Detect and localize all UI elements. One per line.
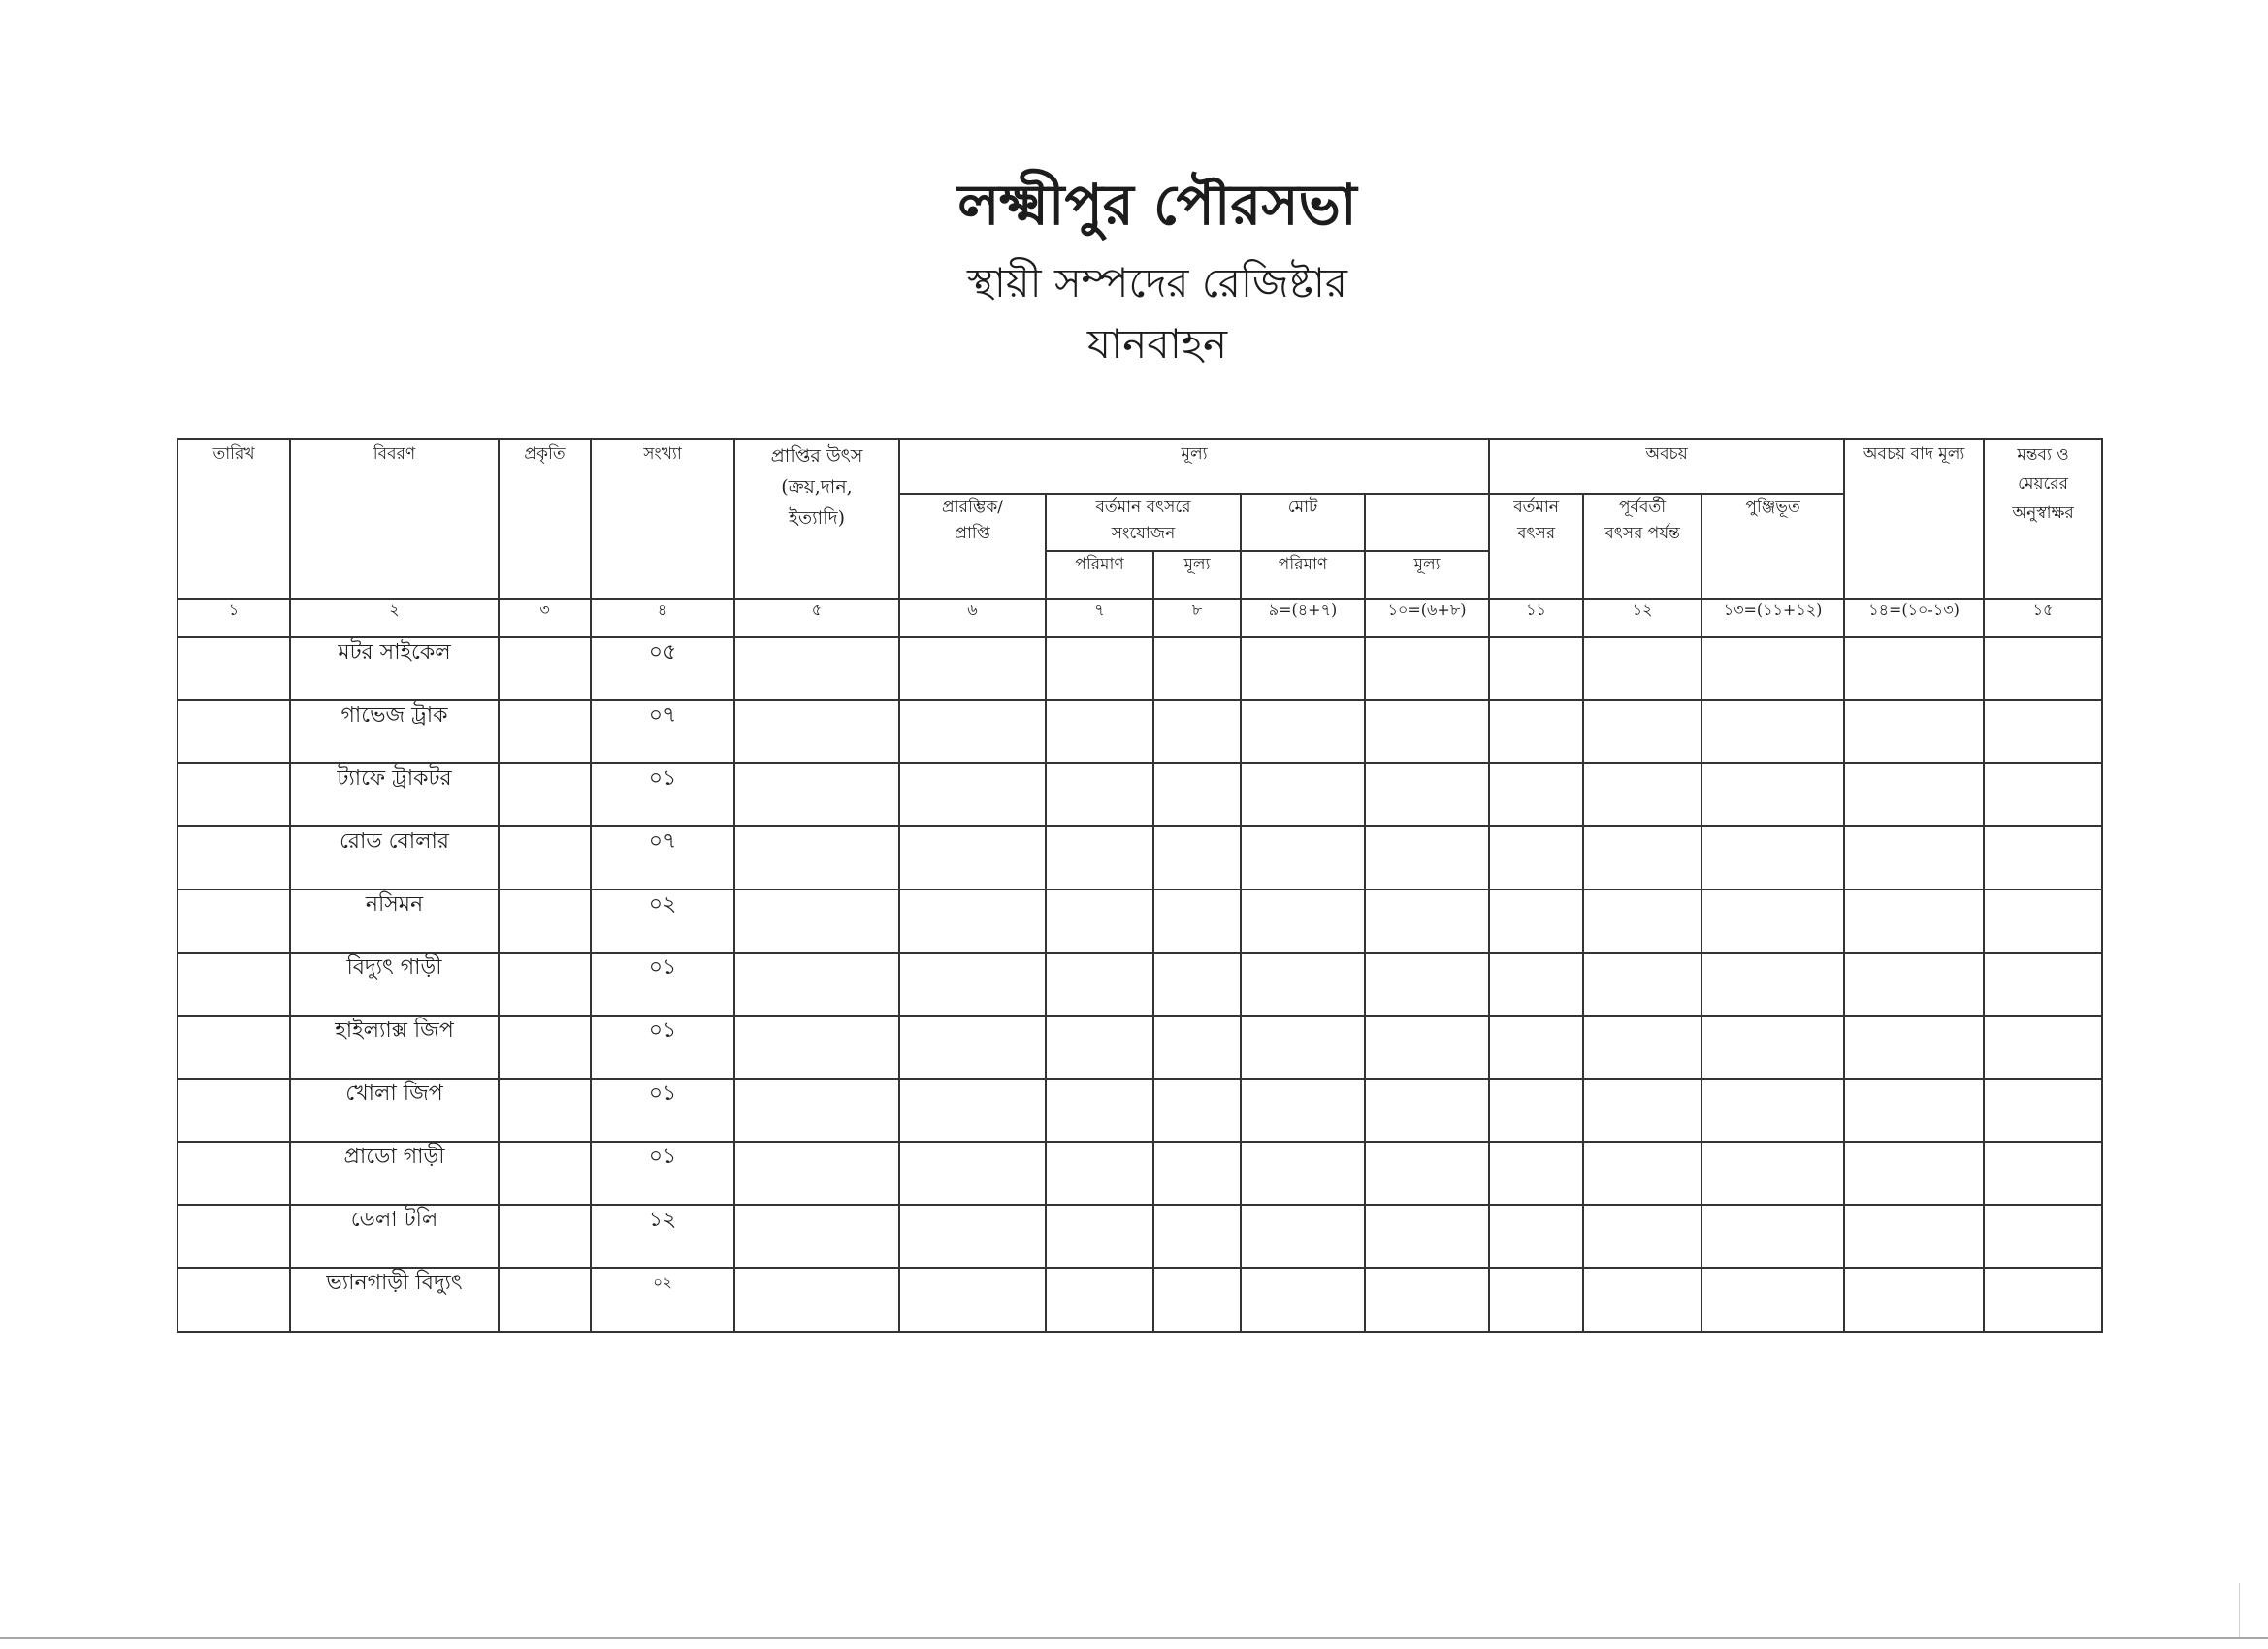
header-line: বর্তমান: [1513, 498, 1559, 517]
cell-initial-value: [899, 1079, 1046, 1142]
cell-dep-cumulative: [1701, 953, 1844, 1016]
cell-remarks: [1984, 953, 2102, 1016]
cell-dep-previous-years: [1583, 1205, 1701, 1268]
cell-quantity: ০২: [591, 1268, 734, 1332]
cell-acquisition-source: [734, 637, 899, 700]
cell-quantity: ১২: [591, 1205, 734, 1268]
cell-initial-value: [899, 1205, 1046, 1268]
cell-value-after-depreciation: [1844, 826, 1984, 889]
cell-total-value: [1365, 637, 1489, 700]
cell-dep-cumulative: [1701, 889, 1844, 953]
cell-nature: [499, 1268, 591, 1332]
cell-value-after-depreciation: [1844, 1205, 1984, 1268]
cell-dep-cumulative: [1701, 1016, 1844, 1079]
cell-remarks: [1984, 763, 2102, 826]
scan-edge-bottom-line: [0, 1637, 2268, 1639]
cell-dep-current-year: [1489, 953, 1583, 1016]
cell-value-after-depreciation: [1844, 637, 1984, 700]
cell-remarks: [1984, 1016, 2102, 1079]
table-header-row: [178, 439, 2102, 494]
header-line: প্রারম্ভিক/: [942, 498, 1003, 517]
table-row: [178, 1016, 2102, 1079]
cell-date: [178, 953, 290, 1016]
cell-remarks: [1984, 700, 2102, 763]
cell-acquisition-source: [734, 826, 899, 889]
cell-value-after-depreciation: [1844, 1016, 1984, 1079]
cell-description: ডেলা টলি: [290, 1205, 499, 1268]
column-number: ১০=(৬+৮): [1365, 599, 1489, 637]
cell-nature: [499, 700, 591, 763]
cell-dep-previous-years: [1583, 1142, 1701, 1205]
column-number: ১: [178, 599, 290, 637]
cell-acquisition-source: [734, 1079, 899, 1142]
cell-quantity: ০৭: [591, 700, 734, 763]
header-nature: প্রকৃতি: [499, 439, 591, 599]
header-line: প্রাপ্তির উৎস: [770, 445, 863, 467]
cell-description: গাভেজ ট্রাক: [290, 700, 499, 763]
cell-initial-value: [899, 953, 1046, 1016]
cell-remarks: [1984, 1205, 2102, 1268]
cell-value-after-depreciation: [1844, 953, 1984, 1016]
cell-addition-amount: [1046, 1205, 1153, 1268]
table-row: [178, 637, 2102, 700]
cell-total-value: [1365, 1079, 1489, 1142]
header-depreciation-group: অবচয়: [1489, 439, 1844, 494]
header-line: বর্তমান বৎসরে: [1095, 498, 1191, 517]
cell-nature: [499, 889, 591, 953]
cell-dep-previous-years: [1583, 1016, 1701, 1079]
cell-quantity: ০২: [591, 889, 734, 953]
scan-edge-right-line: [2239, 1583, 2240, 1637]
cell-initial-value: [899, 889, 1046, 953]
cell-nature: [499, 826, 591, 889]
header-addition-amount: পরিমাণ: [1046, 551, 1153, 599]
column-number: ৭: [1046, 599, 1153, 637]
cell-value-after-depreciation: [1844, 700, 1984, 763]
cell-addition-value: [1153, 826, 1241, 889]
cell-addition-amount: [1046, 1016, 1153, 1079]
cell-total-value: [1365, 1205, 1489, 1268]
cell-acquisition-source: [734, 700, 899, 763]
table-row: [178, 1268, 2102, 1332]
cell-value-after-depreciation: [1844, 763, 1984, 826]
header-line: পূর্ববর্তী: [1619, 498, 1667, 517]
header-total: মোট: [1241, 494, 1365, 551]
cell-dep-previous-years: [1583, 700, 1701, 763]
header-line: অনুস্বাক্ষর: [2012, 503, 2074, 523]
cell-description: বিদ্যুৎ গাড়ী: [290, 953, 499, 1016]
cell-dep-current-year: [1489, 889, 1583, 953]
header-value-after-depreciation: অবচয় বাদ মূল্য: [1844, 439, 1984, 599]
organization-name: লক্ষ্মীপুর পৌরসভা: [957, 172, 1357, 238]
table-row: [178, 826, 2102, 889]
cell-addition-value: [1153, 953, 1241, 1016]
header-line: মন্তব্য ও: [2017, 445, 2069, 465]
cell-date: [178, 1016, 290, 1079]
cell-total-amount: [1241, 763, 1365, 826]
header-addition-value: মূল্য: [1153, 551, 1241, 599]
header-line: ইত্যাদি): [789, 507, 845, 529]
cell-addition-amount: [1046, 889, 1153, 953]
cell-addition-amount: [1046, 763, 1153, 826]
table-row: [178, 1142, 2102, 1205]
cell-initial-value: [899, 1268, 1046, 1332]
cell-remarks: [1984, 1142, 2102, 1205]
cell-nature: [499, 1079, 591, 1142]
cell-date: [178, 889, 290, 953]
cell-total-amount: [1241, 1142, 1365, 1205]
header-remarks-signature: [1984, 439, 2102, 599]
cell-total-value: [1365, 953, 1489, 1016]
column-number: ৬: [899, 599, 1046, 637]
cell-nature: [499, 953, 591, 1016]
cell-description: ভ্যানগাড়ী বিদ্যুৎ: [290, 1268, 499, 1332]
cell-quantity: ০১: [591, 953, 734, 1016]
cell-dep-previous-years: [1583, 953, 1701, 1016]
cell-description: নসিমন: [290, 889, 499, 953]
cell-total-amount: [1241, 1205, 1365, 1268]
column-number: ৮: [1153, 599, 1241, 637]
cell-nature: [499, 1142, 591, 1205]
cell-acquisition-source: [734, 1142, 899, 1205]
cell-acquisition-source: [734, 1016, 899, 1079]
cell-date: [178, 1205, 290, 1268]
cell-dep-current-year: [1489, 1268, 1583, 1332]
cell-total-amount: [1241, 1268, 1365, 1332]
cell-addition-amount: [1046, 953, 1153, 1016]
cell-dep-previous-years: [1583, 763, 1701, 826]
cell-total-amount: [1241, 1016, 1365, 1079]
cell-quantity: ০৫: [591, 637, 734, 700]
cell-remarks: [1984, 1079, 2102, 1142]
cell-dep-cumulative: [1701, 826, 1844, 889]
cell-addition-value: [1153, 1205, 1241, 1268]
column-number: ২: [290, 599, 499, 637]
cell-addition-amount: [1046, 826, 1153, 889]
cell-dep-cumulative: [1701, 637, 1844, 700]
cell-addition-amount: [1046, 1079, 1153, 1142]
cell-value-after-depreciation: [1844, 889, 1984, 953]
cell-dep-current-year: [1489, 826, 1583, 889]
cell-acquisition-source: [734, 1268, 899, 1332]
header-line: মেয়রের: [2018, 474, 2068, 494]
asset-register-table: [177, 438, 2103, 1333]
table-row: [178, 889, 2102, 953]
header-line: (ক্রয়,দান,: [781, 476, 853, 498]
header-description: বিবরণ: [290, 439, 499, 599]
cell-total-amount: [1241, 1079, 1365, 1142]
cell-addition-value: [1153, 763, 1241, 826]
cell-initial-value: [899, 763, 1046, 826]
cell-remarks: [1984, 637, 2102, 700]
cell-dep-previous-years: [1583, 826, 1701, 889]
cell-addition-amount: [1046, 637, 1153, 700]
cell-dep-cumulative: [1701, 1205, 1844, 1268]
cell-initial-value: [899, 700, 1046, 763]
cell-nature: [499, 1016, 591, 1079]
header-line: বৎসর পর্যন্ত: [1604, 524, 1680, 543]
cell-acquisition-source: [734, 889, 899, 953]
header-line: বৎসর: [1516, 524, 1556, 543]
cell-initial-value: [899, 1016, 1046, 1079]
cell-initial-value: [899, 637, 1046, 700]
table-row: [178, 953, 2102, 1016]
cell-dep-previous-years: [1583, 1268, 1701, 1332]
cell-dep-cumulative: [1701, 1268, 1844, 1332]
cell-acquisition-source: [734, 763, 899, 826]
table-row: [178, 700, 2102, 763]
column-number: ৪: [591, 599, 734, 637]
cell-value-after-depreciation: [1844, 1079, 1984, 1142]
cell-description: ট্যাফে ট্রাকটর: [290, 763, 499, 826]
header-total-amount: পরিমাণ: [1241, 551, 1365, 599]
cell-total-amount: [1241, 826, 1365, 889]
table-row: [178, 763, 2102, 826]
cell-dep-previous-years: [1583, 889, 1701, 953]
cell-dep-cumulative: [1701, 763, 1844, 826]
cell-addition-value: [1153, 700, 1241, 763]
cell-total-value: [1365, 889, 1489, 953]
cell-dep-previous-years: [1583, 637, 1701, 700]
cell-dep-current-year: [1489, 1079, 1583, 1142]
cell-total-value: [1365, 1142, 1489, 1205]
cell-total-amount: [1241, 953, 1365, 1016]
header-dep-current-year: [1489, 494, 1583, 599]
cell-date: [178, 700, 290, 763]
table-row: [178, 1079, 2102, 1142]
cell-addition-amount: [1046, 700, 1153, 763]
cell-total-amount: [1241, 700, 1365, 763]
cell-quantity: ০৭: [591, 826, 734, 889]
header-line: সংযোজন: [1111, 524, 1176, 543]
cell-dep-current-year: [1489, 763, 1583, 826]
cell-addition-value: [1153, 637, 1241, 700]
column-number: ১১: [1489, 599, 1583, 637]
cell-remarks: [1984, 826, 2102, 889]
cell-date: [178, 637, 290, 700]
cell-total-value: [1365, 1016, 1489, 1079]
cell-value-after-depreciation: [1844, 1268, 1984, 1332]
cell-acquisition-source: [734, 953, 899, 1016]
header-line: প্রাপ্তি: [955, 524, 990, 543]
asset-category: যানবাহন: [1086, 320, 1228, 368]
cell-addition-amount: [1046, 1142, 1153, 1205]
cell-nature: [499, 637, 591, 700]
column-number: ৩: [499, 599, 591, 637]
cell-dep-current-year: [1489, 700, 1583, 763]
header-total-value: মূল্য: [1365, 551, 1489, 599]
table-row: [178, 1205, 2102, 1268]
header-total-blank: [1365, 494, 1489, 551]
cell-addition-value: [1153, 1079, 1241, 1142]
cell-date: [178, 826, 290, 889]
cell-quantity: ০১: [591, 1142, 734, 1205]
cell-date: [178, 1142, 290, 1205]
register-title: স্থায়ী সম্পদের রেজিষ্টার: [966, 259, 1348, 307]
cell-quantity: ০১: [591, 1079, 734, 1142]
cell-total-value: [1365, 763, 1489, 826]
column-number-row: [178, 599, 2102, 637]
cell-addition-value: [1153, 1142, 1241, 1205]
cell-quantity: ০১: [591, 763, 734, 826]
cell-date: [178, 1079, 290, 1142]
cell-description: প্রাডো গাড়ী: [290, 1142, 499, 1205]
header-quantity: সংখ্যা: [591, 439, 734, 599]
cell-addition-value: [1153, 1016, 1241, 1079]
cell-value-after-depreciation: [1844, 1142, 1984, 1205]
cell-total-amount: [1241, 637, 1365, 700]
cell-total-value: [1365, 826, 1489, 889]
column-number: ১৫: [1984, 599, 2102, 637]
cell-dep-previous-years: [1583, 1079, 1701, 1142]
cell-dep-cumulative: [1701, 1142, 1844, 1205]
cell-description: রোড বোলার: [290, 826, 499, 889]
cell-date: [178, 1268, 290, 1332]
cell-acquisition-source: [734, 1205, 899, 1268]
cell-dep-current-year: [1489, 1142, 1583, 1205]
cell-dep-cumulative: [1701, 700, 1844, 763]
column-number: ১৩=(১১+১২): [1701, 599, 1844, 637]
cell-addition-value: [1153, 889, 1241, 953]
cell-initial-value: [899, 826, 1046, 889]
cell-addition-value: [1153, 1268, 1241, 1332]
cell-nature: [499, 1205, 591, 1268]
cell-description: হাইল্যাক্স জিপ: [290, 1016, 499, 1079]
cell-nature: [499, 763, 591, 826]
header-date: তারিখ: [178, 439, 290, 599]
header-acquisition-source: [734, 439, 899, 599]
cell-dep-cumulative: [1701, 1079, 1844, 1142]
header-current-year-addition: [1046, 494, 1241, 551]
cell-description: খোলা জিপ: [290, 1079, 499, 1142]
column-number: ৯=(৪+৭): [1241, 599, 1365, 637]
cell-remarks: [1984, 889, 2102, 953]
column-number: ৫: [734, 599, 899, 637]
header-initial-acquisition: [899, 494, 1046, 599]
cell-dep-current-year: [1489, 1016, 1583, 1079]
header-dep-previous-years: [1583, 494, 1701, 599]
header-value-group: মূল্য: [899, 439, 1489, 494]
cell-quantity: ০১: [591, 1016, 734, 1079]
cell-initial-value: [899, 1142, 1046, 1205]
cell-date: [178, 763, 290, 826]
cell-dep-current-year: [1489, 637, 1583, 700]
column-number: ১২: [1583, 599, 1701, 637]
cell-dep-current-year: [1489, 1205, 1583, 1268]
cell-total-amount: [1241, 889, 1365, 953]
cell-addition-amount: [1046, 1268, 1153, 1332]
cell-remarks: [1984, 1268, 2102, 1332]
cell-total-value: [1365, 1268, 1489, 1332]
column-number: ১৪=(১০-১৩): [1844, 599, 1984, 637]
cell-description: মটর সাইকেল: [290, 637, 499, 700]
cell-total-value: [1365, 700, 1489, 763]
header-dep-cumulative: পুঞ্জিভূত: [1701, 494, 1844, 599]
